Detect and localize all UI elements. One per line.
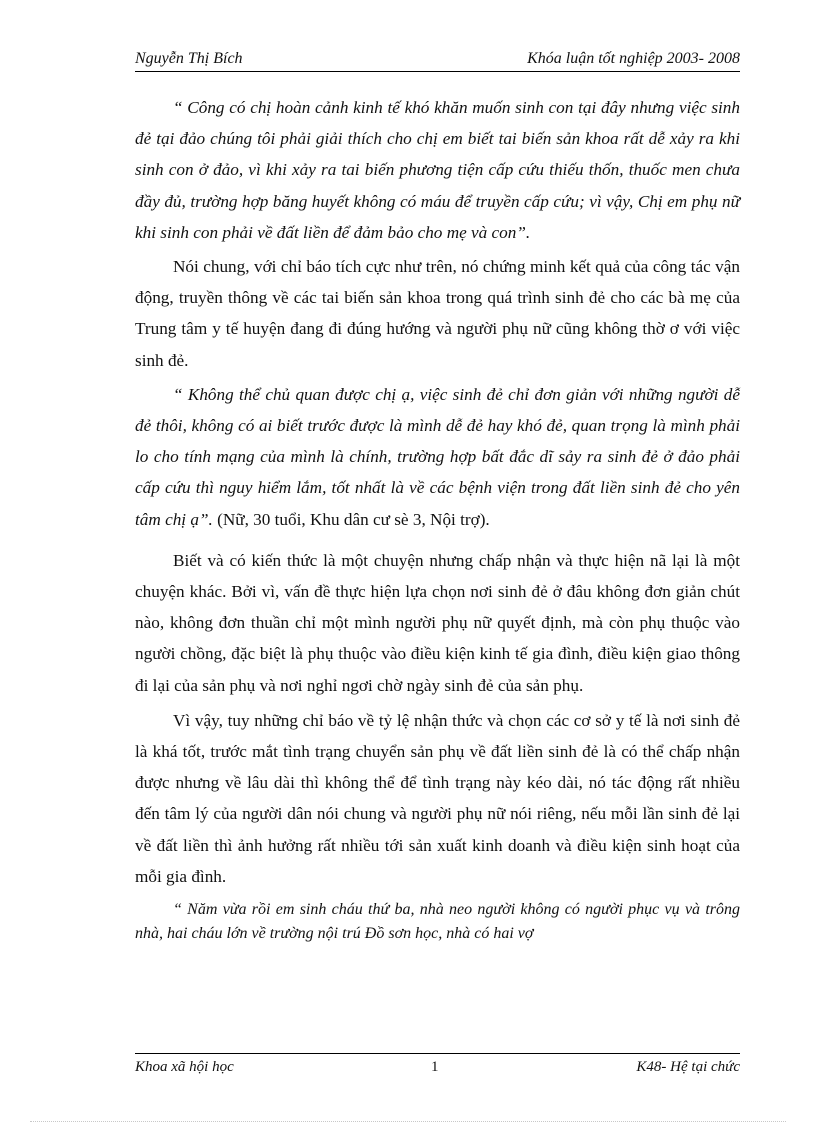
- body-paragraph-3: Vì vậy, tuy những chỉ báo về tỷ lệ nhận thức và chọn các cơ sở y tế là nơi sinh đẻ là khá tốt, trước mắt tình trạng chuyển sản phụ về đất liền sinh đẻ là có thể chấp nhận được nhưng về lâu dài thì không thể để tình trạng này kéo dài, nó tác động rất nhiều đến tâm lý của người dân nói chung và người phụ nữ nói riêng, nếu mỗi lần sinh đẻ lại về đất liền thì ảnh hưởng rất nhiều tới sản xuất kinh doanh và điều kiện sinh hoạt của mỗi gia đình.: [135, 710, 740, 886]
- quote-paragraph-2: [135, 379, 740, 535]
- header-title: Khóa luận tốt nghiệp 2003- 2008: [527, 50, 740, 67]
- footer-class: K48- Hệ tại chức: [636, 1059, 740, 1075]
- header-author: Nguyễn Thị Bích: [135, 50, 243, 67]
- quote-paragraph-3: “ Năm vừa rồi em sinh cháu thứ ba, nhà neo người không có người phục vụ và trông nhà, hai cháu lớn về trường nội trú Đồ sơn học, nhà có hai vợ: [135, 901, 740, 943]
- quote-text-2: “ Không thể chủ quan được chị ạ, việc sinh đẻ chỉ đơn giản với những người dễ đẻ thôi, không có ai biết trước được là mình dễ đẻ hay khó đẻ, quan trọng là mình phải lo cho tính mạng của mình là chính, trường hợp bất đắc dĩ sảy ra sinh đẻ ở đảo phải cấp cứu thì nguy hiểm lắm, tốt nhất là về các bệnh viện trong đất liền sinh đẻ cho yên tâm chị ạ”.: [135, 384, 740, 529]
- body-paragraph-2: Biết và có kiến thức là một chuyện nhưng chấp nhận và thực hiện nã lại là một chuyện khác. Bởi vì, vấn đề thực hiện lựa chọn nơi sinh đẻ ở đâu không đơn giản chút nào, không đơn thuần chỉ một mình người phụ nữ quyết định, mà còn phụ thuộc vào người chồng, đặc biệt là phụ thuộc vào điều kiện kinh tế gia đình, điều kiện giao thông đi lại của sản phụ và nơi nghỉ ngơi chờ ngày sinh đẻ của sản phụ.: [135, 550, 740, 695]
- page-number: 1: [431, 1059, 439, 1075]
- footer-department: Khoa xã hội học: [135, 1059, 234, 1075]
- document-body: [135, 92, 740, 946]
- page-header: [135, 49, 740, 72]
- body-paragraph-1: Nói chung, với chỉ báo tích cực như trên, nó chứng minh kết quả của công tác vận động, truyền thông về các tai biến sản khoa trong quá trình sinh đẻ cho các bà mẹ của Trung tâm y tế huyện đang đi đúng hướng và người phụ nữ cũng không thờ ơ với việc sinh đẻ.: [135, 257, 740, 370]
- quote-paragraph-1: “ Công có chị hoàn cảnh kinh tế khó khăn muốn sinh con tại đây nhưng việc sinh đẻ tại đảo chúng tôi phải giải thích cho chị em biết tai biến sản khoa rất dễ xảy ra khi sinh con ở đảo, vì khi xảy ra tai biến phương tiện cấp cứu thiếu thốn, thuốc men chưa đầy đủ, trường hợp băng huyết không có máu để truyền cấp cứu; vì vậy, Chị em phụ nữ khi sinh con phải về đất liền để đảm bảo cho mẹ và con”.: [135, 98, 740, 242]
- quote-source-2: (Nữ, 30 tuổi, Khu dân cư sè 3, Nội trợ).: [217, 509, 490, 529]
- page-bottom-divider: [30, 1121, 786, 1122]
- page-footer: [135, 1053, 740, 1075]
